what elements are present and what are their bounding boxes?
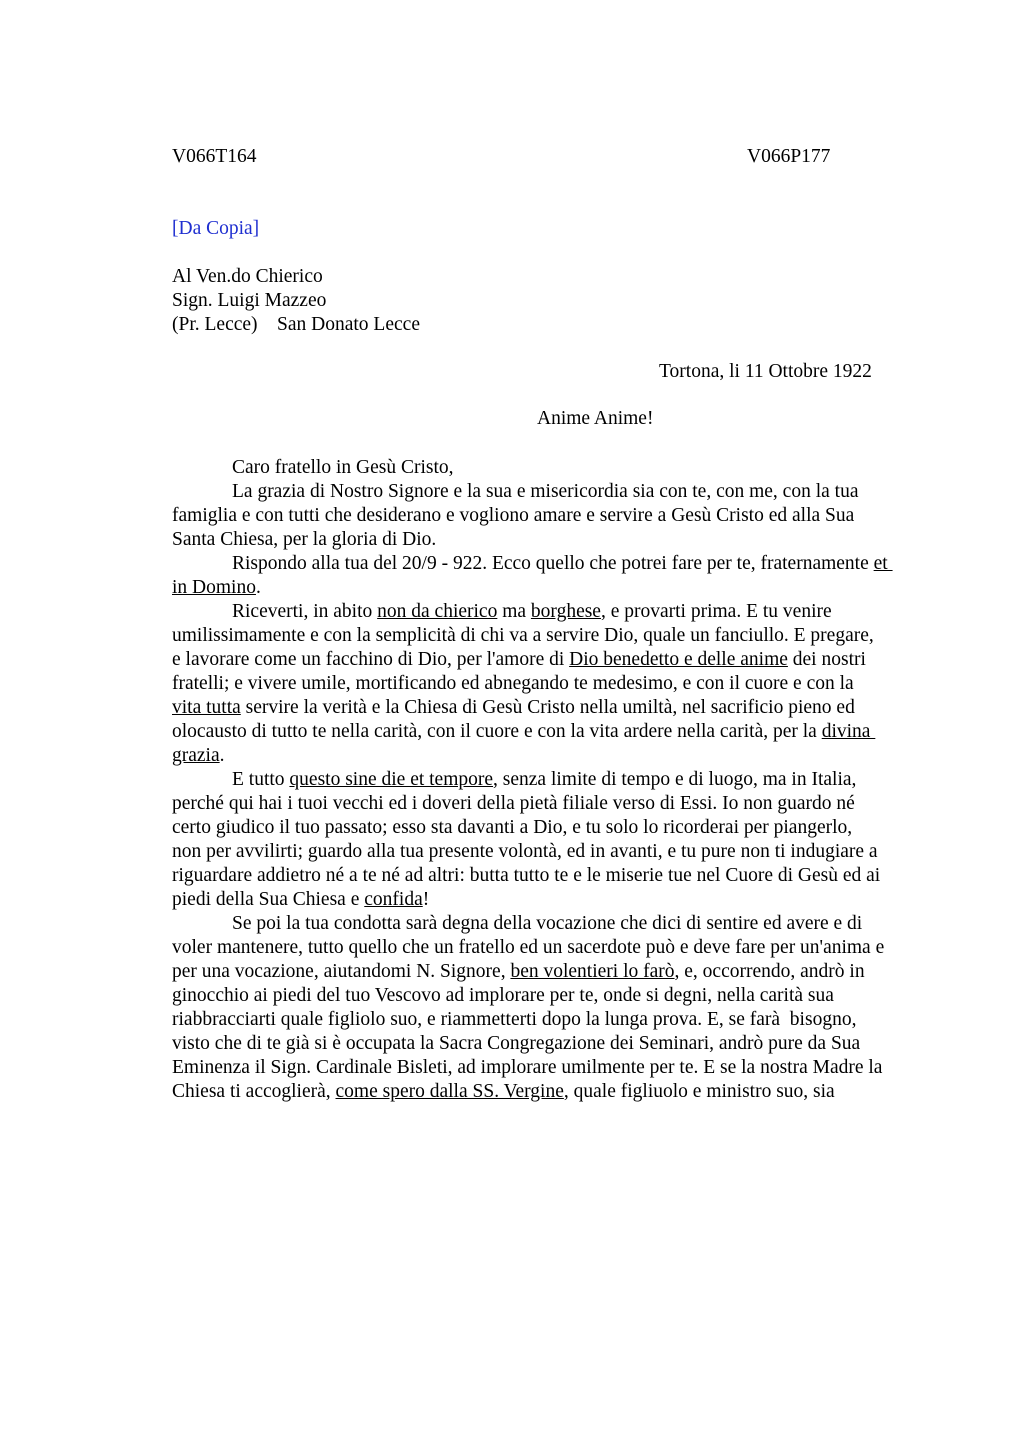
text-segment: E tutto — [232, 769, 290, 790]
text-segment: Se poi la tua condotta sarà degna della vocazione che dici di sentire ed avere e di — [232, 913, 863, 934]
text-segment: ma — [497, 601, 531, 622]
document-code-left: V066T164 — [172, 146, 257, 167]
letter-line — [172, 1056, 942, 1080]
text-segment: Riceverti, in abito — [232, 601, 378, 622]
letter-line — [172, 1032, 942, 1056]
letter-line — [172, 744, 942, 768]
letter-line — [172, 648, 942, 672]
letter-line — [172, 456, 942, 480]
letter-line — [172, 768, 942, 792]
text-segment: Eminenza il Sign. Cardinale Bisleti, ad implorare umilmente per te. E se la nostra Madre la — [172, 1057, 883, 1078]
address-line-2: Sign. Luigi Mazzeo — [172, 290, 327, 311]
place-date: Tortona, li 11 Ottobre 1922 — [659, 361, 872, 382]
letter-line — [172, 600, 942, 624]
text-segment: non per avvilirti; guardo alla tua presente volontà, ed in avanti, e tu pure non ti indugiare a — [172, 841, 878, 862]
letter-line — [172, 504, 942, 528]
text-segment: per una vocazione, aiutandomi N. Signore, — [172, 961, 511, 982]
underlined-phrase: ben volentieri lo farò — [510, 961, 675, 982]
letter-line — [172, 816, 942, 840]
letter-line — [172, 672, 942, 696]
underlined-phrase: questo sine die et tempore — [289, 769, 494, 790]
letter-line — [172, 528, 942, 552]
text-segment: , e, occorrendo, andrò in — [674, 961, 865, 982]
text-segment: umilissimamente e con la semplicità di chi va a servire Dio, quale un fanciullo. E pregare, — [172, 625, 874, 646]
underlined-phrase: et — [873, 553, 893, 574]
letter-body — [172, 456, 942, 1104]
letter-line — [172, 840, 942, 864]
text-segment: ! — [422, 889, 430, 910]
text-segment: Caro fratello in Gesù Cristo, — [232, 457, 454, 478]
text-segment: Santa Chiesa, per la gloria di Dio. — [172, 529, 437, 550]
text-segment: , senza limite di tempo e di luogo, ma in Italia, — [493, 769, 857, 790]
letter-line — [172, 696, 942, 720]
recipient-address — [172, 265, 420, 337]
text-segment: fratelli; e vivere umile, mortificando ed abnegando te medesimo, e con il cuore e con la — [172, 673, 854, 694]
text-segment: . — [219, 745, 225, 766]
letter-line — [172, 720, 942, 744]
text-segment: visto che di te già si è occupata la Sacra Congregazione dei Seminari, andrò pure da Sua — [172, 1033, 861, 1054]
address-line-1: Al Ven.do Chierico — [172, 266, 323, 287]
letter-line — [172, 984, 942, 1008]
letter-line — [172, 864, 942, 888]
underlined-phrase: divina — [821, 721, 876, 742]
motto: Anime Anime! — [537, 408, 654, 429]
letter-line — [172, 960, 942, 984]
underlined-phrase: non da chierico — [377, 601, 498, 622]
source-note: [Da Copia] — [172, 218, 260, 239]
text-segment: voler mantenere, tutto quello che un fratello ed un sacerdote può e deve fare per un'anima e — [172, 937, 885, 958]
letter-line — [172, 480, 942, 504]
text-segment: piedi della Sua Chiesa e — [172, 889, 365, 910]
text-segment: e lavorare come un facchino di Dio, per l'amore di — [172, 649, 570, 670]
underlined-phrase: in Domino — [172, 577, 256, 598]
letter-line — [172, 1080, 942, 1104]
underlined-phrase: Dio benedetto e delle anime — [569, 649, 788, 670]
letter-line — [172, 576, 942, 600]
text-segment: , e provarti prima. E tu venire — [600, 601, 832, 622]
text-segment: ginocchio ai piedi del tuo Vescovo ad implorare per te, onde si degni, nella carità sua — [172, 985, 834, 1006]
underlined-phrase: borghese — [530, 601, 601, 622]
text-segment: certo giudico il tuo passato; esso sta davanti a Dio, e tu solo lo ricorderai per piangerlo, — [172, 817, 853, 838]
text-segment: Chiesa ti accoglierà, — [172, 1081, 336, 1102]
text-segment: riguardare addietro né a te né ad altri: butta tutto te e le miserie tue nel Cuore di Gesù ed ai — [172, 865, 881, 886]
letter-line — [172, 624, 942, 648]
text-segment: , quale figliuolo e ministro suo, sia — [563, 1081, 835, 1102]
text-segment: riabbracciarti quale figliolo suo, e riammetterti dopo la lunga prova. E, se farà bisogno, — [172, 1009, 857, 1030]
letter-line — [172, 1008, 942, 1032]
underlined-phrase: come spero dalla SS. Vergine — [335, 1081, 564, 1102]
address-line-3: (Pr. Lecce) San Donato Lecce — [172, 314, 420, 335]
underlined-phrase: confida — [364, 889, 423, 910]
text-segment: . — [255, 577, 261, 598]
letter-line — [172, 936, 942, 960]
underlined-phrase: grazia — [172, 745, 220, 766]
letter-line — [172, 792, 942, 816]
underlined-phrase: vita tutta — [172, 697, 241, 718]
letter-line — [172, 888, 942, 912]
text-segment: dei nostri — [787, 649, 866, 670]
letter-line — [172, 552, 942, 576]
document-code-right: V066P177 — [747, 146, 831, 167]
letter-line — [172, 912, 942, 936]
text-segment: La grazia di Nostro Signore e la sua e misericordia sia con te, con me, con la tua — [232, 481, 859, 502]
text-segment: servire la verità e la Chiesa di Gesù Cristo nella umiltà, nel sacrificio pieno ed — [240, 697, 855, 718]
text-segment: Rispondo alla tua del 20/9 - 922. Ecco quello che potrei fare per te, fraternamente — [232, 553, 874, 574]
text-segment: perché qui hai i tuoi vecchi ed i doveri della pietà filiale verso di Essi. Io non guardo né — [172, 793, 855, 814]
text-segment: famiglia e con tutti che desiderano e vogliono amare e servire a Gesù Cristo ed alla Sua — [172, 505, 855, 526]
text-segment: olocausto di tutto te nella carità, con il cuore e con la vita ardere nella carità, per la — [172, 721, 822, 742]
